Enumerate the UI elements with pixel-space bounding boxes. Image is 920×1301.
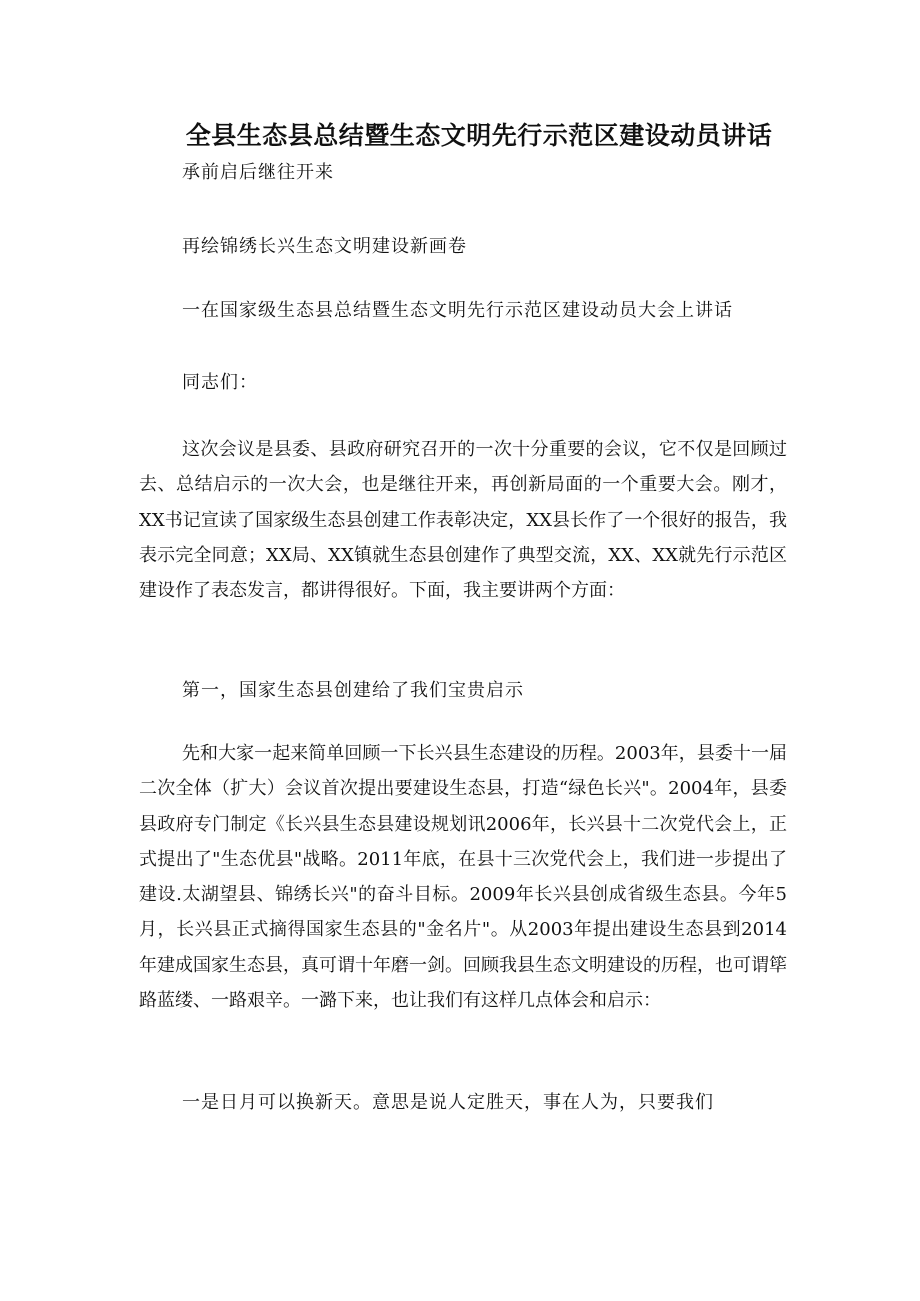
- section-heading-first: 第一，国家生态县创建给了我们宝贵启示: [182, 680, 524, 701]
- subtitle-3: 一在国家级生态县总结暨生态文明先行示范区建设动员大会上讲话: [182, 300, 733, 321]
- subtitle-2: 再绘锦绣长兴生态文明建设新画卷: [182, 236, 467, 257]
- salutation: 同志们：: [182, 372, 258, 393]
- document-title: 全县生态县总结暨生态文明先行示范区建设动员讲话: [185, 121, 773, 150]
- paragraph-point-one: 一是日月可以换新天。意思是说人定胜天，事在人为，只要我们: [182, 1092, 714, 1113]
- subtitle-1: 承前启后继往开来: [182, 162, 334, 183]
- paragraph-history: 先和大家一起来简单回顾一下长兴县生态建设的历程。2003年，县委十一届二次全体（扩大）会议首次提出要建设生态县，打造“绿色长兴"。2004年，县委县政府专门制定《长兴县生态县建设规划讯2006年，长兴县十二次党代会上，正式提出了"生态优县"战略。2011年底，在县十三次党代会上，我们进一步提出了建设.太湖望县、锦绣长兴"的奋斗目标。2009年长兴县创成省级生态县。今年5月，长兴县正式摘得国家生态县的"金名片"。从2003年提出建设生态县到2014年建成国家生态县，真可谓十年磨一剑。回顾我县生态文明建设的历程，也可谓筚路蓝缕、一路艰辛。一潞下来，也让我们有这样几点体会和启示：: [139, 743, 787, 1012]
- paragraph-opening: 这次会议是县委、县政府研究召开的一次十分重要的会议，它不仅是回顾过去、总结启示的一次大会，也是继往开来，再创新局面的一个重要大会。刚才，XX书记宣读了国家级生态县创建工作表彰决定，XX县长作了一个很好的报告，我表示完全同意；XX局、XX镇就生态县创建作了典型交流，XX、XX就先行示范区建设作了表态发言，都讲得很好。下面，我主要讲两个方面：: [139, 439, 787, 602]
